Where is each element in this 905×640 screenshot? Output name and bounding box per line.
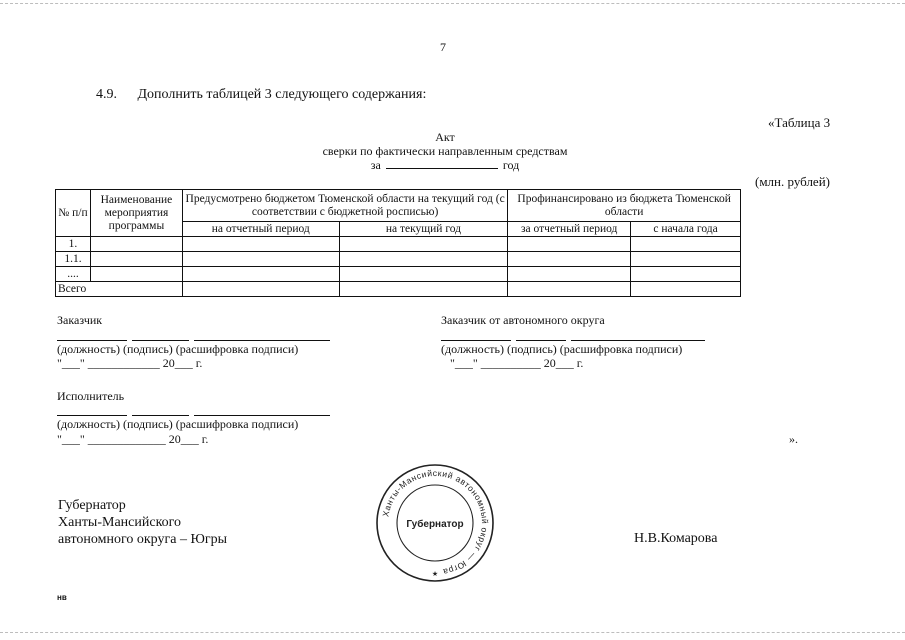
item-number: 4.9. — [96, 87, 117, 102]
customer-ao-decoding-line — [571, 340, 705, 341]
table-cell — [508, 282, 631, 297]
table-cell — [182, 267, 339, 282]
page-number: 7 — [440, 40, 446, 54]
customer-ao-date: "___" __________ 20___ г. — [450, 356, 584, 370]
table-cell — [339, 252, 508, 267]
table-row — [56, 267, 741, 282]
act-period-prefix: за — [370, 158, 381, 172]
act-period — [300, 158, 590, 172]
units-label: (млн. рублей) — [755, 174, 830, 189]
page-edge-bottom — [0, 632, 905, 633]
executor-caption: (должность) (подпись) (расшифровка подписи) — [57, 417, 299, 431]
table-row — [56, 237, 741, 252]
customer-ao-caption: (должность) (подпись) (расшифровка подписи) — [441, 342, 683, 356]
table-cell — [90, 267, 182, 282]
governor-block — [58, 497, 227, 548]
customer-title: Заказчик — [57, 313, 103, 327]
row-num: .... — [56, 267, 91, 282]
customer-signature-line — [132, 340, 189, 341]
table-cell — [631, 252, 741, 267]
governor-region: Ханты-Мансийского — [58, 515, 182, 530]
act-period-suffix: год — [502, 158, 520, 172]
table-cell — [90, 252, 182, 267]
seal-center-text: Губернатор — [406, 519, 464, 530]
row-total-label: Всего — [56, 282, 183, 297]
customer-ao-position-line — [441, 340, 511, 341]
act-period-blank — [386, 158, 498, 169]
table-cell — [631, 267, 741, 282]
seal-star-icon: ★ — [431, 570, 439, 578]
row-num: 1. — [56, 237, 91, 252]
executor-title: Исполнитель — [57, 389, 125, 403]
table-cell — [508, 267, 631, 282]
table-cell — [90, 237, 182, 252]
seal-ring-text: Ханты-Мансийский автономный округ — Югра — [380, 467, 491, 578]
row-num: 1.1. — [56, 252, 91, 267]
header-planned: Предусмотрено бюджетом Тюменской области на текущий год (с соответствии с бюджетной росписью) — [182, 190, 507, 222]
act-title: Акт — [435, 130, 455, 144]
executor-signature-line — [132, 415, 189, 416]
table-reference: «Таблица 3 — [768, 115, 831, 130]
executor-position-line — [57, 415, 127, 416]
table-cell — [339, 282, 508, 297]
page-edge-top — [0, 3, 905, 4]
governor-region-2: автономного округа – Югры — [58, 532, 227, 547]
header-num: № п/п — [56, 190, 91, 237]
header-planned-report: на отчетный период — [182, 222, 339, 237]
header-financed-since: с начала года — [631, 222, 741, 237]
header-planned-year: на текущий год — [339, 222, 508, 237]
table-cell — [508, 252, 631, 267]
reconciliation-table — [55, 189, 741, 297]
item-text: Дополнить таблицей 3 следующего содержания: — [137, 87, 427, 102]
header-financed-report: за отчетный период — [508, 222, 631, 237]
customer-date: "___" ____________ 20___ г. — [57, 356, 203, 370]
governor-title: Губернатор — [58, 498, 126, 513]
act-subtitle: сверки по фактически направленным средствам — [322, 144, 568, 158]
table-cell — [631, 282, 741, 297]
header-financed: Профинансировано из бюджета Тюменской области — [508, 190, 741, 222]
customer-caption: (должность) (подпись) (расшифровка подписи) — [57, 342, 299, 356]
table-cell — [182, 237, 339, 252]
header-name: Наименование мероприятия программы — [90, 190, 182, 237]
table-cell — [508, 237, 631, 252]
customer-decoding-line — [194, 340, 330, 341]
official-seal-icon — [374, 462, 496, 584]
customer-position-line — [57, 340, 127, 341]
table-total-row — [56, 282, 741, 297]
executor-decoding-line — [194, 415, 330, 416]
governor-name: Н.В.Комарова — [634, 531, 718, 546]
closing-quote: ». — [789, 432, 798, 446]
table-cell — [339, 237, 508, 252]
table-cell — [182, 252, 339, 267]
table-cell — [339, 267, 508, 282]
executor-date: "___" _____________ 20___ г. — [57, 432, 209, 446]
table-cell — [631, 237, 741, 252]
table-row — [56, 252, 741, 267]
footer-mark: нв — [57, 593, 67, 602]
section-item — [96, 87, 426, 103]
table-cell — [182, 282, 339, 297]
customer-ao-title: Заказчик от автономного округа — [441, 313, 605, 327]
table-header-row — [56, 190, 741, 222]
act-heading — [300, 130, 590, 172]
customer-ao-signature-line — [516, 340, 566, 341]
